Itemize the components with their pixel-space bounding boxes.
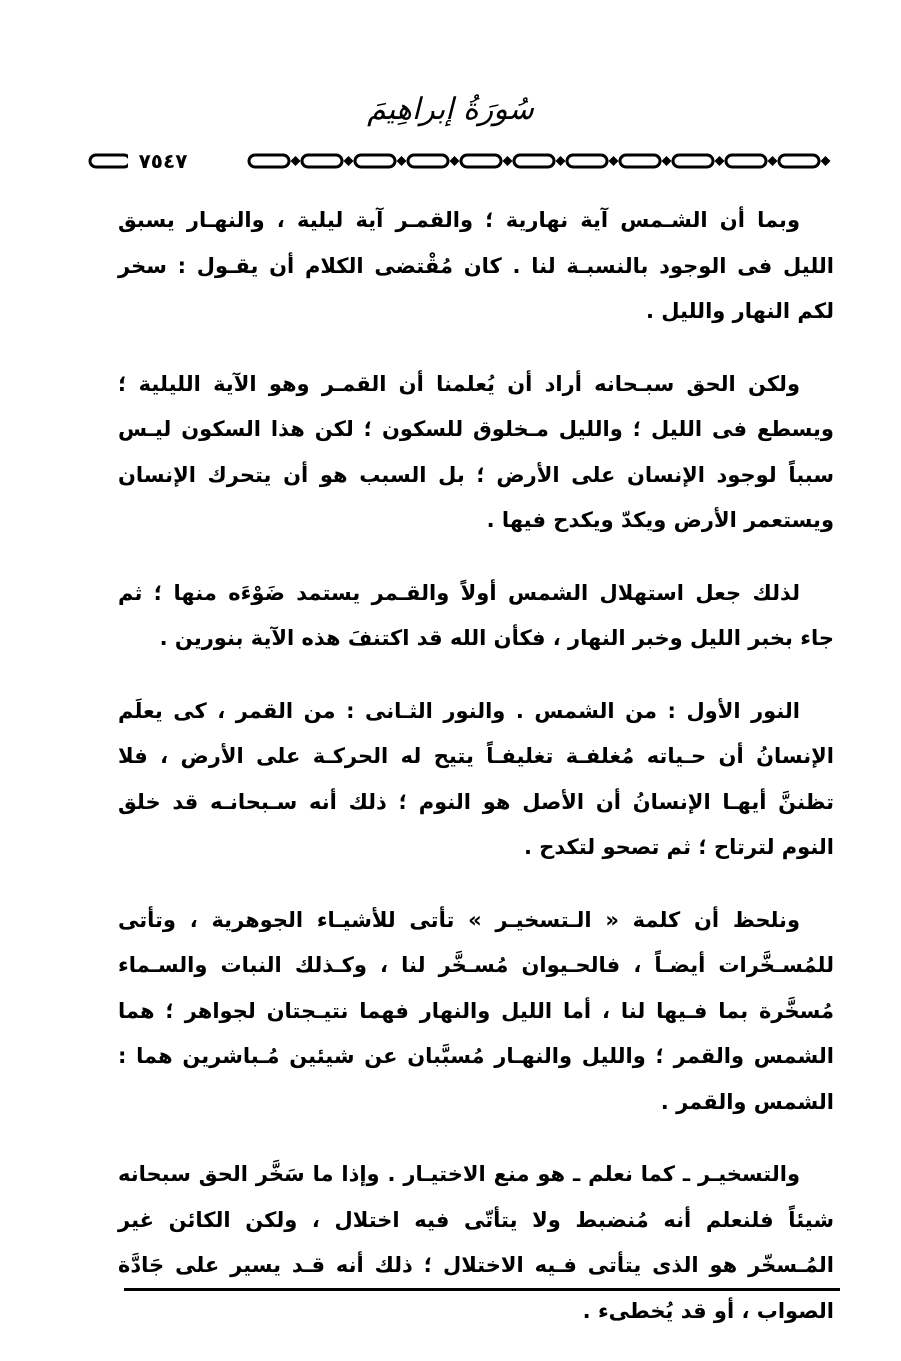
- chain-diamond: [291, 156, 301, 166]
- chain-link: [355, 155, 395, 167]
- chain-link: [90, 155, 130, 167]
- chain-link: [726, 155, 766, 167]
- chain-diamond: [450, 156, 460, 166]
- chain-diamond: [662, 156, 672, 166]
- surah-title: سُورَةُ إبراهِيمَ: [367, 92, 534, 127]
- chain-link: [302, 155, 342, 167]
- chain-link: [673, 155, 713, 167]
- chain-diamond: [556, 156, 566, 166]
- chain-link: [620, 155, 660, 167]
- page-number: ٧٥٤٧: [128, 150, 198, 172]
- chain-link: [779, 155, 819, 167]
- paragraph-2: ولكن الحق سبـحانه أراد أن يُعلمنا أن القمـر وهو الآية الليلية ؛ ويسطع فى الليل ؛ والليل مـخلوق للسكون ؛ لكن هذا السكون ليـس سبباً لوجود الإنسان على الأرض ؛ بل السبب هو أن يتحرك الإنسان ويستعمر الأرض ويكدّ ويكدح فيها .: [118, 371, 834, 532]
- chain-diamond: [609, 156, 619, 166]
- paragraph-6: والتسخيـر ـ كما نعلم ـ هو منع الاختيـار . وإذا ما سَخَّر الحق سبحانه شيئاً فلنعلم أنه مُنضبط ولا يتأتّى فيه اختلال ، ولكن الكائن غير المُـسخّر هو الذى يتأتى فـيه الاختلال ؛ ذلك أنه قـد يسير على جَادَّة الصواب ، أو قد يُخطىء .: [118, 1162, 834, 1323]
- chain-diamond: [768, 156, 778, 166]
- chain-diamond: [397, 156, 407, 166]
- ornamental-chain-border: [88, 150, 850, 172]
- chain-link: [408, 155, 448, 167]
- paragraph-4: النور الأول : من الشمس . والنور الثـانى : من القمر ، كى يعلَم الإنسانُ أن حـياته مُغلفـة تغليفـاً يتيح له الحركـة على الأرض ، فلا تظننَّ أيهـا الإنسانُ أن الأصل هو النوم ؛ ذلك أنه سـبحانـه قد خلق النوم لترتاح ؛ ثم تصحو لتكدح .: [118, 698, 834, 859]
- paragraph-1: وبما أن الشـمس آية نهارية ؛ والقمـر آية ليلية ، والنهـار يسبق الليل فى الوجود بالنسبـة لنا . كان مُقْتضى الكلام أن يقـول : سخر لكم النهار والليل .: [118, 208, 834, 323]
- chain-diamond: [715, 156, 725, 166]
- chain-link: [249, 155, 289, 167]
- chain-link: [567, 155, 607, 167]
- chain-diamond: [503, 156, 513, 166]
- body-text: [118, 198, 834, 1361]
- chain-link: [461, 155, 501, 167]
- footer-rule: [124, 1288, 840, 1291]
- chain-diamond: [344, 156, 354, 166]
- chain-diamond: [821, 156, 831, 166]
- paragraph-5: ونلحظ أن كلمة « الـتسخيـر » تأتى للأشيـاء الجوهرية ، وتأتى للمُسـخَّرات أيضـاً ، فالحـيوان مُسـخَّر لنا ، وكـذلك النبات والسـماء مُسخَّرة بما فـيها لنا ، أما الليل والنهار فهما نتيـجتان لجواهر ؛ هما الشمس والقمر ؛ والليل والنهـار مُسبَّبان عن شيئين مُـباشرين هما : الشمس والقمر .: [118, 907, 834, 1114]
- chain-link: [514, 155, 554, 167]
- paragraph-3: لذلك جعل استهلال الشمس أولاً والقـمر يستمد ضَوْءَه منها ؛ ثم جاء بخبر الليل وخبر النهار ، فكأن الله قد اكتنفَ هذه الآية بنورين .: [118, 580, 834, 650]
